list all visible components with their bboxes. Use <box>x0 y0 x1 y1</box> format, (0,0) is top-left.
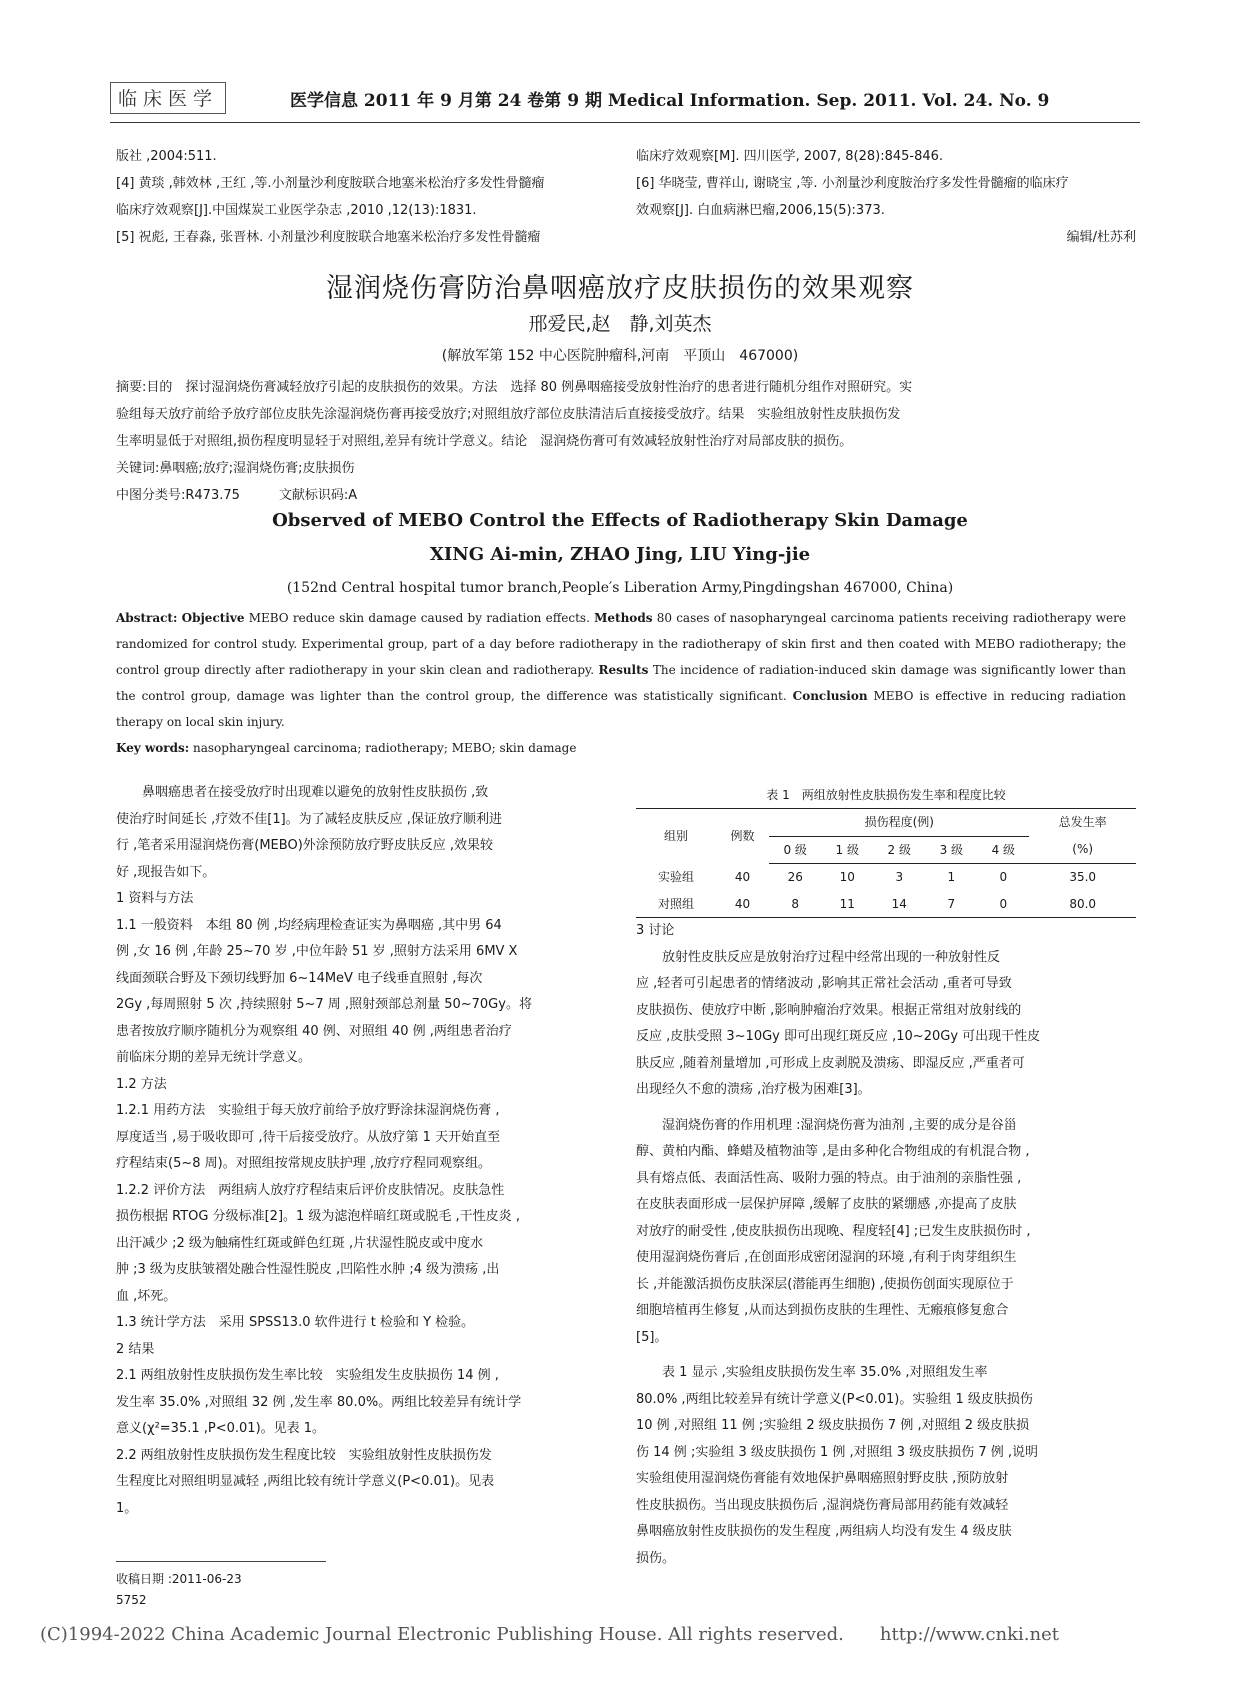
header-degree: 损伤程度(例) <box>769 809 1029 837</box>
footnote-divider <box>116 1561 326 1562</box>
cell-count: 40 <box>734 869 751 884</box>
methods-label: Methods <box>594 611 653 625</box>
cell-group: 实验组 <box>657 869 694 884</box>
body-line: 伤 14 例 ;实验组 3 级皮肤损伤 1 例 ,对照组 3 级皮肤损伤 7 例 ,说明 <box>636 1444 1038 1460</box>
objective-text: MEBO reduce skin damage caused by radiation effects. <box>248 611 590 625</box>
received-date: 收稿日期 :2011-06-23 <box>116 1572 242 1586</box>
table-caption: 表 1 两组放射性皮肤损伤发生率和程度比较 <box>766 788 1006 802</box>
body-line: 1.2.2 评价方法 两组病人放疗疗程结束后评价皮肤情况。皮肤急性 <box>116 1182 505 1198</box>
body-line: 前临床分期的差异无统计学意义。 <box>116 1050 312 1065</box>
table-row <box>636 864 1136 891</box>
cell-grade-3: 1 <box>947 870 956 884</box>
editor-credit: 编辑/杜苏利 <box>1066 230 1136 245</box>
reference-line: 临床疗效观察[M]. 四川医学, 2007, 8(28):845-846. <box>636 149 944 164</box>
body-line: 损伤根据 RTOG 分级标准[2]。1 级为滤泡样暗红斑或脱毛 ,干性皮炎 , <box>116 1209 520 1224</box>
reference-line: 效观察[J]. 白血病淋巴瘤,2006,15(5):373. <box>636 203 885 218</box>
body-line: 疗程结束(5~8 周)。对照组按常规皮肤护理 ,放疗疗程同观察组。 <box>116 1156 491 1171</box>
cell-grade-0: 8 <box>769 891 821 918</box>
cell-grade-2: 3 <box>895 870 904 884</box>
body-line: 性皮肤损伤。当出现皮肤损伤后 ,湿润烧伤膏局部用药能有效减轻 <box>636 1497 1009 1513</box>
conclusion-text: MEBO is effective in reducing radiation therapy on local skin injury. <box>116 689 1126 729</box>
body-line: 1.1 一般资料 本组 80 例 ,均经病理检查证实为鼻咽癌 ,其中男 64 <box>116 917 502 933</box>
abstract-cn-line: 验组每天放疗前给予放疗部位皮肤先涂湿润烧伤膏再接受放疗;对照组放疗部位皮肤清洁后直接接受放疗。结果 实验组放射性皮肤损伤发 <box>116 407 901 422</box>
header-grade: 0 级 <box>769 836 821 864</box>
body-right-column <box>636 786 1136 1572</box>
copyright-notice: (C)1994-2022 China Academic Journal Electronic Publishing House. All rights reserved. http://www.cnki.net <box>40 1624 1059 1645</box>
keywords-en <box>116 735 1126 761</box>
article-title-cn: 湿润烧伤膏防治鼻咽癌放疗皮肤损伤的效果观察 <box>326 273 914 304</box>
results-text: The incidence of radiation-induced skin damage was significantly lower than the control group, damage was lighter than the control group, the difference was statistically significant. <box>116 663 1126 703</box>
body-line: 实验组使用湿润烧伤膏能有效地保护鼻咽癌照射野皮肤 ,预防放射 <box>636 1471 1009 1486</box>
affiliation-cn: (解放军第 152 中心医院肿瘤科,河南 平顶山 467000) <box>441 348 799 364</box>
body-line: 1.3 统计学方法 采用 SPSS13.0 软件进行 t 检验和 Y 检验。 <box>116 1315 475 1330</box>
paragraph-gap <box>636 1104 1136 1113</box>
body-line: 3 讨论 <box>636 923 675 938</box>
body-line: 长 ,并能激活损伤皮肤深层(潜能再生细胞) ,使损伤创面实现原位于 <box>636 1276 1014 1292</box>
cell-grade-3: 7 <box>925 891 977 918</box>
methods-text: 80 cases of nasopharyngeal carcinoma patients receiving radiotherapy were randomized for control study. Experimental group, part of a day before radiotherapy in the radiotherapy of skin first and then coated with MEBO radiotherapy; the control group directly after radiotherapy in your skin clean and radiotherapy. <box>116 611 1126 677</box>
received-date-block <box>116 1561 606 1587</box>
article-title-en: Observed of MEBO Control the Effects of Radiotherapy Skin Damage <box>272 510 968 531</box>
page-header <box>110 82 1140 118</box>
cell-grade-1: 11 <box>821 891 873 918</box>
paragraph-gap <box>636 1351 1136 1360</box>
header-total-unit: (%) <box>1029 836 1136 864</box>
keywords-cn: 关键词:鼻咽癌;放疗;湿润烧伤膏;皮肤损伤 <box>116 461 355 476</box>
body-line: 在皮肤表面形成一层保护屏障 ,缓解了皮肤的紧绷感 ,亦提高了皮肤 <box>636 1197 1017 1212</box>
body-line: 好 ,现报告如下。 <box>116 864 216 880</box>
abstract-en-body <box>116 605 1126 735</box>
body-line: 1。 <box>116 1500 138 1516</box>
cell-rate: 35.0 <box>1069 870 1097 884</box>
body-line: 使治疗时间延长 ,疗效不佳[1]。为了减轻皮肤反应 ,保证放疗顺利进 <box>116 811 502 827</box>
body-line: 例 ,女 16 例 ,年龄 25~70 岁 ,中位年龄 51 岁 ,照射方法采用 6MV X <box>116 944 518 959</box>
body-line: 鼻咽癌患者在接受放疗时出现难以避免的放射性皮肤损伤 ,致 <box>142 785 489 800</box>
abstract-en <box>116 605 1126 761</box>
authors-cn: 邢爱民,赵 静,刘英杰 <box>528 313 712 335</box>
cell-grade-0: 26 <box>787 870 803 884</box>
body-line: 80.0% ,两组比较差异有统计学意义(P<0.01)。实验组 1 级皮肤损伤 <box>636 1391 1033 1407</box>
body-line: [5]。 <box>636 1329 668 1345</box>
body-line: 醇、黄柏内酯、蜂蜡及植物油等 ,是由多种化合物组成的有机混合物 , <box>636 1144 1030 1159</box>
header-grade: 3 级 <box>925 836 977 864</box>
body-line: 血 ,坏死。 <box>116 1288 177 1304</box>
body-line: 皮肤损伤、使放疗中断 ,影响肿瘤治疗效果。根据正常组对放射线的 <box>636 1002 1022 1018</box>
reference-line: 版社 ,2004:511. <box>116 149 217 164</box>
body-line: 1 资料与方法 <box>116 891 194 906</box>
body-line: 肤反应 ,随着剂量增加 ,可形成上皮剥脱及溃疡、即湿反应 ,严重者可 <box>636 1055 1025 1071</box>
affiliation-en: (152nd Central hospital tumor branch,People′s Liberation Army,Pingdingshan 467000, China) <box>286 580 954 596</box>
body-line: 反应 ,皮肤受照 3~10Gy 即可出现红斑反应 ,10~20Gy 可出现干性皮 <box>636 1029 1041 1044</box>
authors-en: XING Ai-min, ZHAO Jing, LIU Ying-jie <box>429 544 811 565</box>
abstract-cn <box>116 374 1126 509</box>
body-line: 厚度适当 ,易于吸收即可 ,待干后接受放疗。从放疗第 1 天开始直至 <box>116 1129 501 1145</box>
body-line: 生程度比对照组明显减轻 ,两组比较有统计学意义(P<0.01)。见表 <box>116 1474 495 1489</box>
body-line: 肿 ;3 级为皮肤皱褶处融合性湿性脱皮 ,凹陷性水肿 ;4 级为溃疡 ,出 <box>116 1262 500 1277</box>
body-line: 损伤。 <box>636 1550 676 1566</box>
cell-rate: 80.0 <box>1029 891 1136 918</box>
cell-group: 对照组 <box>636 891 716 918</box>
results-label: Results <box>598 663 649 677</box>
header-grade: 1 级 <box>821 836 873 864</box>
table-1 <box>636 786 1136 918</box>
body-line: 行 ,笔者采用湿润烧伤膏(MEBO)外涂预防放疗野皮肤反应 ,效果较 <box>116 838 494 853</box>
body-line: 鼻咽癌放射性皮肤损伤的发生程度 ,两组病人均没有发生 4 级皮肤 <box>636 1524 1012 1539</box>
abstract-cn-line: 生率明显低于对照组,损伤程度明显轻于对照组,差异有统计学意义。结论 湿润烧伤膏可有效减轻放射性治疗对局部皮肤的损伤。 <box>116 434 853 449</box>
header-grade: 2 级 <box>873 836 925 864</box>
page-number: 5752 <box>116 1593 147 1607</box>
body-line: 意义(χ²=35.1 ,P<0.01)。见表 1。 <box>116 1421 326 1436</box>
header-total: 总发生率 <box>1029 809 1136 837</box>
table-1-grid <box>636 808 1136 918</box>
keywords-en-text: nasopharyngeal carcinoma; radiotherapy; MEBO; skin damage <box>193 741 577 755</box>
reference-line: [5] 祝彪, 王春淼, 张晋林. 小剂量沙利度胺联合地塞米松治疗多发性骨髓瘤 <box>116 230 541 245</box>
header-group: 组别 <box>636 809 716 864</box>
header-grade: 4 级 <box>977 836 1029 864</box>
cell-count: 40 <box>716 891 769 918</box>
body-line: 对放疗的耐受性 ,使皮肤损伤出现晚、程度轻[4] ;已发生皮肤损伤时 , <box>636 1223 1031 1239</box>
classification-cn: 中图分类号:R473.75 文献标识码:A <box>116 488 358 503</box>
abstract-cn-line: 摘要:目的 探讨湿润烧伤膏减轻放疗引起的皮肤损伤的效果。方法 选择 80 例鼻咽癌接受放射性治疗的患者进行随机分组作对照研究。实 <box>116 380 913 395</box>
section-label: 临床医学 <box>110 82 226 114</box>
references-left <box>116 143 606 251</box>
body-line: 表 1 显示 ,实验组皮肤损伤发生率 35.0% ,对照组发生率 <box>662 1365 988 1380</box>
body-line: 10 例 ,对照组 11 例 ;实验组 2 级皮肤损伤 7 例 ,对照组 2 级皮肤损 <box>636 1418 1030 1433</box>
body-line: 湿润烧伤膏的作用机理 :湿润烧伤膏为油剂 ,主要的成分是谷甾 <box>662 1117 1017 1133</box>
journal-info: 医学信息 2011 年 9 月第 24 卷第 9 期 Medical Information. Sep. 2011. Vol. 24. No. 9 <box>290 91 1050 111</box>
body-line: 2.2 两组放射性皮肤损伤发生程度比较 实验组放射性皮肤损伤发 <box>116 1447 492 1463</box>
header-divider <box>110 122 1140 123</box>
body-left-column <box>116 780 606 1522</box>
body-line: 细胞培植再生修复 ,从而达到损伤皮肤的生理性、无瘢痕修复愈合 <box>636 1303 1009 1318</box>
body-line: 发生率 35.0% ,对照组 32 例 ,发生率 80.0%。两组比较差异有统计学 <box>116 1394 522 1410</box>
keywords-en-label: Key words: <box>116 741 190 755</box>
body-line: 线面颈联合野及下颈切线野加 6~14MeV 电子线垂直照射 ,每次 <box>116 970 483 986</box>
body-line: 患者按放疗顺序随机分为观察组 40 例、对照组 40 例 ,两组患者治疗 <box>116 1023 512 1039</box>
header-count: 例数 <box>716 809 769 864</box>
reference-line: 临床疗效观察[J].中国煤炭工业医学杂志 ,2010 ,12(13):1831. <box>116 203 477 218</box>
discussion-body <box>636 918 1136 1572</box>
body-line: 放射性皮肤反应是放射治疗过程中经常出现的一种放射性反 <box>662 949 1001 965</box>
body-line: 1.2 方法 <box>116 1076 167 1092</box>
reference-line: [4] 黄琰 ,韩效林 ,王红 ,等.小剂量沙利度胺联合地塞米松治疗多发性骨髓瘤 <box>116 176 545 191</box>
cell-grade-4: 0 <box>977 891 1029 918</box>
table-row <box>636 891 1136 918</box>
cell-grade-4: 0 <box>999 870 1008 884</box>
body-line: 2 结果 <box>116 1341 155 1357</box>
body-line: 2.1 两组放射性皮肤损伤发生率比较 实验组发生皮肤损伤 14 例 , <box>116 1368 499 1383</box>
body-line: 使用湿润烧伤膏后 ,在创面形成密闭湿润的环境 ,有利于肉芽组织生 <box>636 1250 1017 1265</box>
body-line: 1.2.1 用药方法 实验组于每天放疗前给予放疗野涂抹湿润烧伤膏 , <box>116 1103 500 1118</box>
body-line: 应 ,轻者可引起患者的情绪波动 ,影响其正常社会活动 ,重者可导致 <box>636 976 1012 991</box>
conclusion-label: Conclusion <box>792 689 868 703</box>
reference-line: [6] 华晓莹, 曹祥山, 谢晓宝 ,等. 小剂量沙利度胺治疗多发性骨髓瘤的临床疗 <box>636 176 1069 191</box>
objective-label: Objective <box>181 611 245 625</box>
body-line: 出汗减少 ;2 级为触痛性红斑或鲜色红斑 ,片状湿性脱皮或中度水 <box>116 1235 484 1251</box>
cell-grade-1: 10 <box>839 870 855 884</box>
body-line: 具有熔点低、表面活性高、吸附力强的特点。由于油剂的亲脂性强 , <box>636 1170 1022 1186</box>
cell-grade-2: 14 <box>873 891 925 918</box>
body-line: 出现经久不愈的溃疡 ,治疗极为困难[3]。 <box>636 1082 871 1097</box>
references-right <box>636 143 1136 251</box>
body-line: 2Gy ,每周照射 5 次 ,持续照射 5~7 周 ,照射颈部总剂量 50~70Gy。将 <box>116 997 532 1012</box>
abstract-en-label: Abstract: <box>116 611 178 625</box>
